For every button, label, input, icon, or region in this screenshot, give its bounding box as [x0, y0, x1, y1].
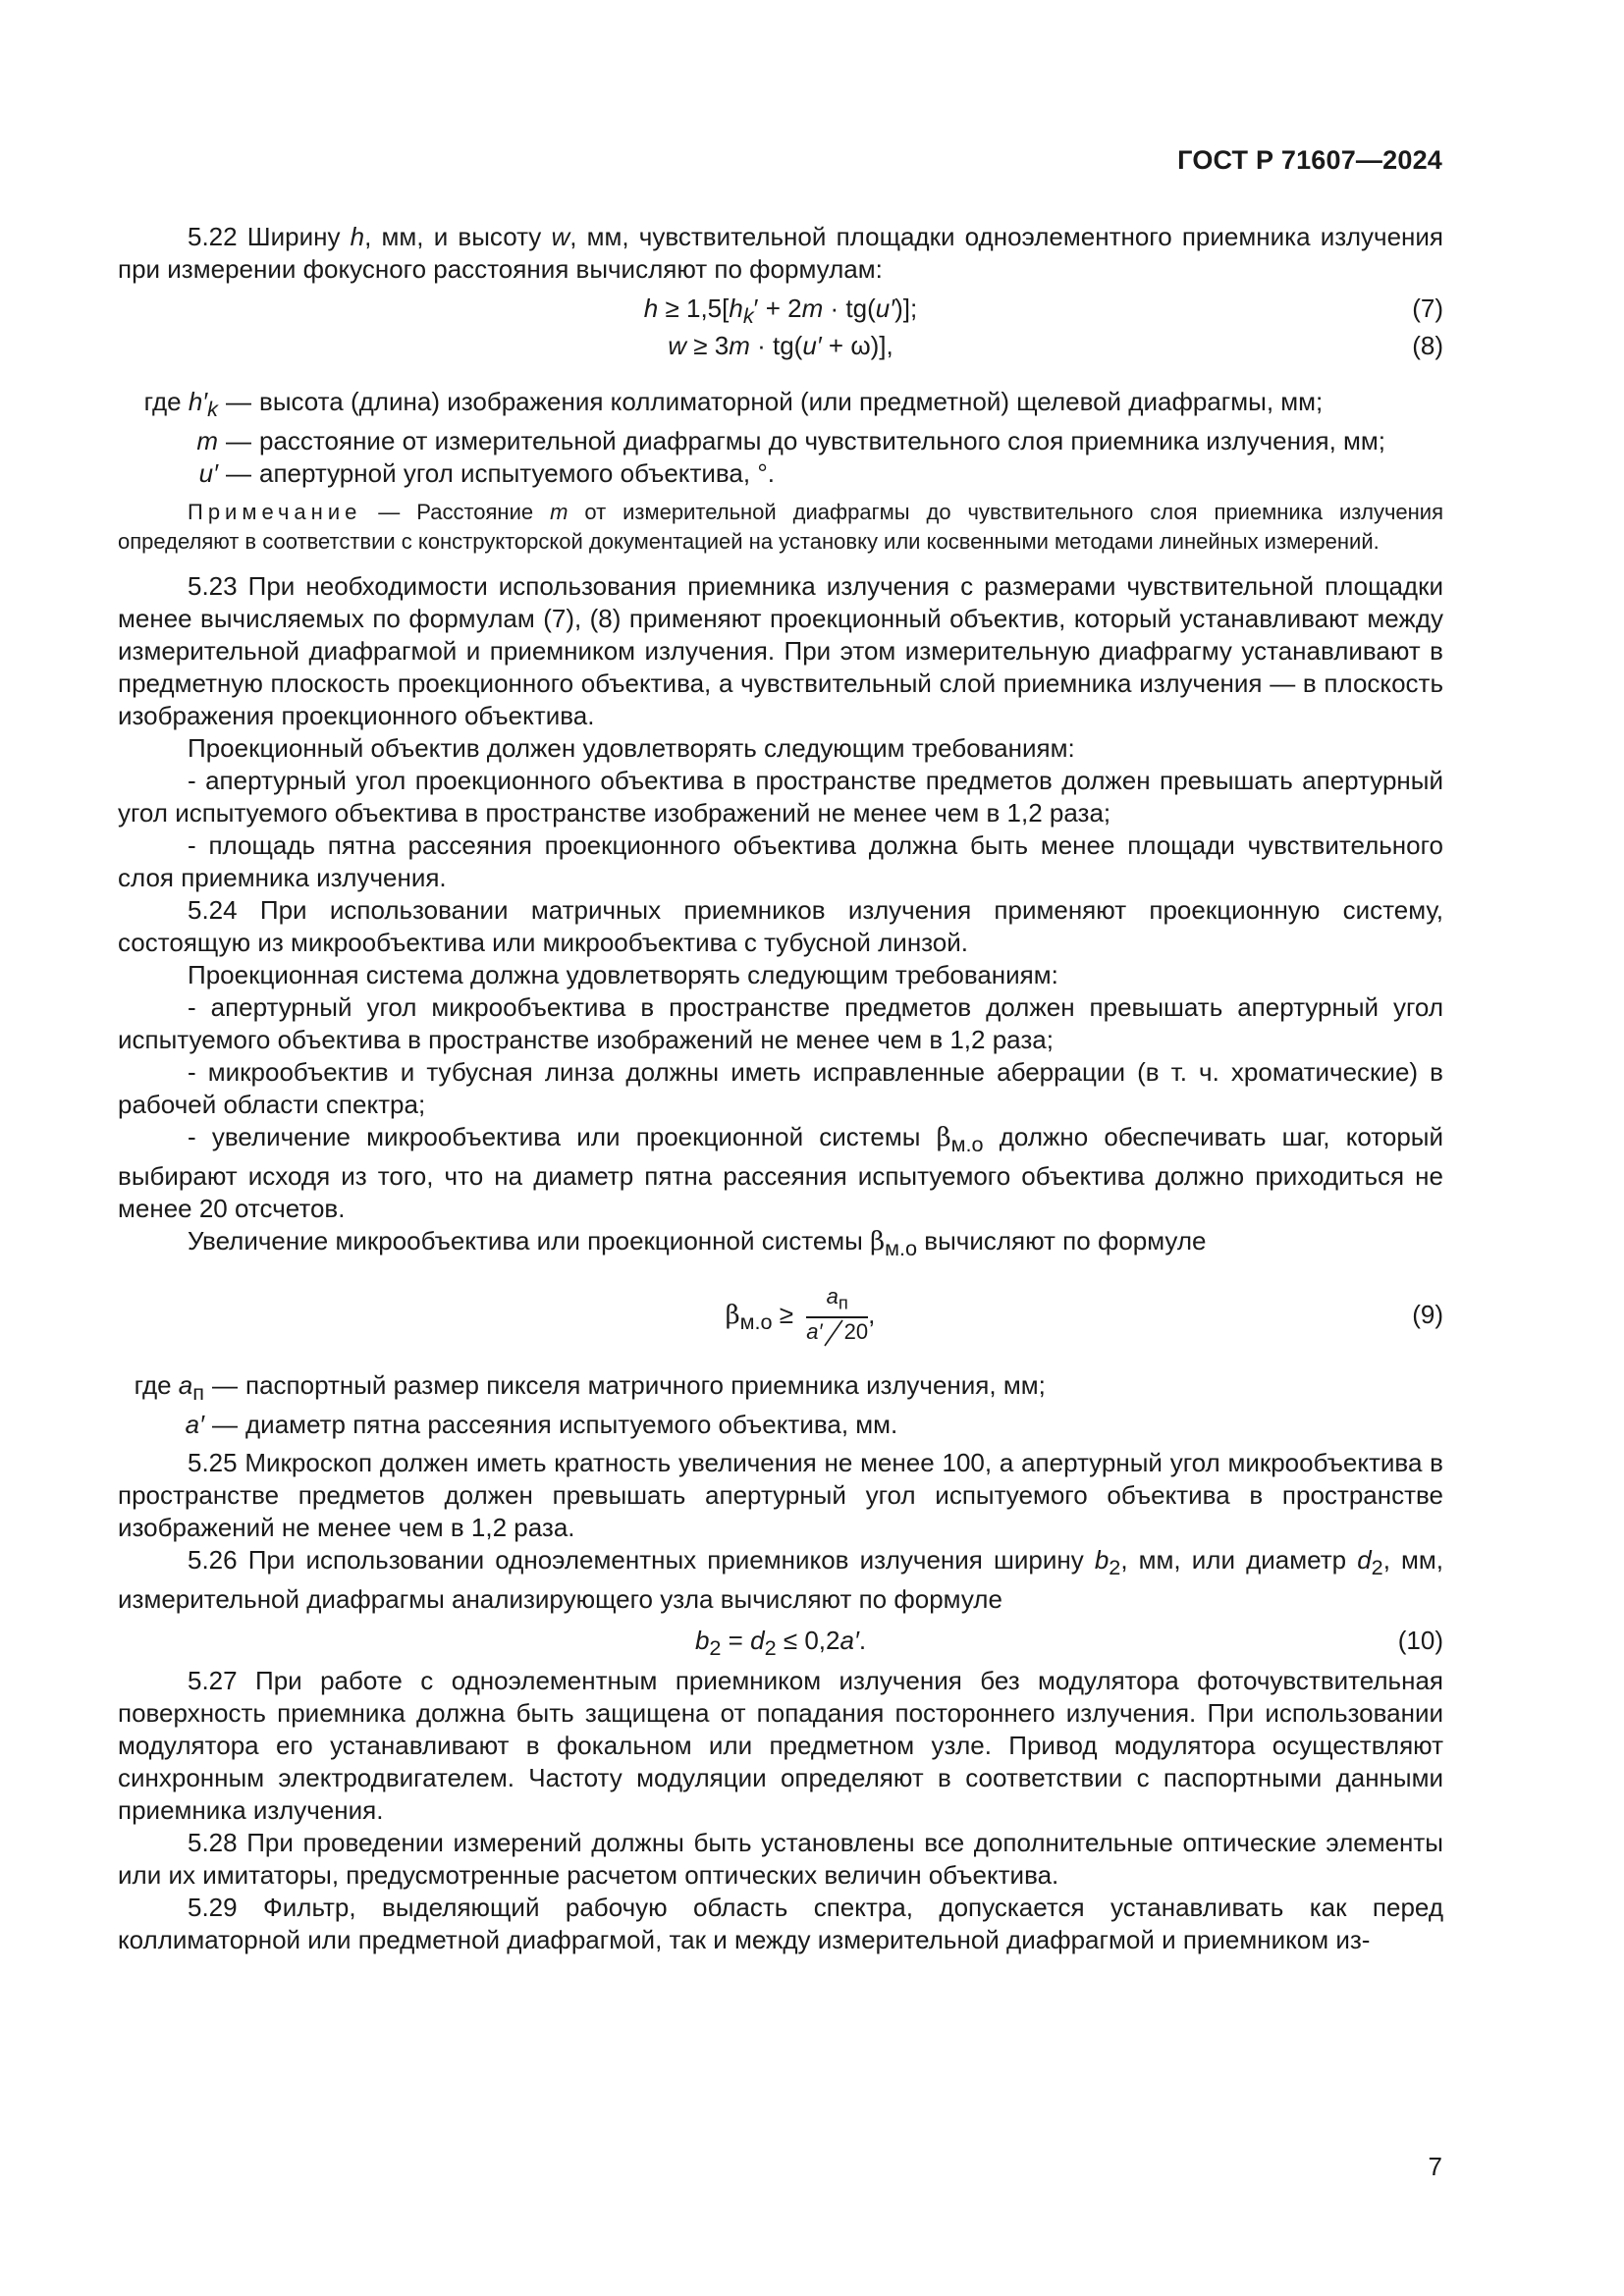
formula-number: (7) — [1412, 294, 1443, 323]
formula-10: $b_2 = d_2 \le 0,2a'$. (10) — [118, 1622, 1443, 1659]
definition-item: u′ — апертурной угол испытуемого объектива, °. — [198, 458, 775, 489]
definition-item: m — расстояние от измерительной диафрагмы до чувствительного слоя приемника излучения, мм; — [196, 426, 1386, 456]
definitions-list-2 — [118, 1369, 1443, 1441]
paragraph-5-27: 5.27 При работе с одноэлементным приемником излучения без модулятора фоточувствительная поверхность приемника должна быть защищена от попадания постороннего излучения. При использовании модулятора его устанавливают в фокальном или предметном узле. Привод модулятора осуществляют синхронным электродвигателем. Частоту модуляции определяют в соответствии с паспортными данными приемника излучения. — [118, 1665, 1443, 1825]
paragraph-text: Проекционная система должна удовлетворять следующим требованиям: — [188, 960, 1058, 990]
paragraph-5-23: 5.23 При необходимости использования приемника излучения с размерами чувствительной площадки менее вычисляемых по формулам (7), (8) применяют проекционный объектив, который устанавливают между измерительной диафрагмой и приемником излучения. При этом измерительную диафрагму устанавливают в предметную плоскость проекционного объектива, а чувствительный слой приемника излучения — в плоскость изображения проекционного объектива. — [118, 571, 1443, 731]
document-code-header: ГОСТ Р 71607—2024 — [1177, 145, 1442, 175]
definition-item: a′ — диаметр пятна рассеяния испытуемого объектива, мм. — [185, 1409, 898, 1439]
paragraph-text: Проекционный объектив должен удовлетворять следующим требованиям: — [188, 733, 1075, 764]
slash-divider — [823, 1318, 844, 1348]
fraction: $\frac{a_п}{a' 20}$ — [806, 1284, 868, 1348]
document-body — [118, 221, 1443, 1956]
paragraph-5-24: 5.24 При использовании матричных приемников излучения применяют проекционную систему, состоящую из микрообъектива или микрообъектива с тубусной линзой. — [118, 895, 1443, 958]
note: Примечание — Расстояние m от измерительной диафрагмы до чувствительного слоя приемника излучения определяют в соответствии с конструкторской документацией на установку или косвенными методами линейных измерений. — [118, 500, 1444, 555]
formula-number: (8) — [1412, 331, 1443, 360]
formula-8: w ≥ 3m · tg(u′ + ω)], (8) — [118, 327, 1443, 364]
definition-item: где $h'_k$ — высота (длина) изображения коллиматорной (или предметной) щелевой диафрагмы, мм; — [143, 387, 1324, 422]
note-label: Примечание — [188, 500, 362, 525]
paragraph-5-29: 5.29 Фильтр, выделяющий рабочую область спектра, допускается устанавливать как перед коллиматорной или предметной диафрагмой, так и между измерительной диафрагмой и приемником из- — [118, 1892, 1443, 1954]
paragraph-5-28: 5.28 При проведении измерений должны быть установлены все дополнительные оптические элементы или их имитаторы, предусмотренные расчетом оптических величин объектива. — [118, 1827, 1443, 1890]
list-item: - апертурный угол проекционного объектива в пространстве предметов должен превышать апертурный угол испытуемого объектива в пространстве изображений не менее чем в 1,2 раза; — [118, 766, 1443, 828]
paragraph-5-25: 5.25 Микроскоп должен иметь кратность увеличения не менее 100, а апертурный угол микрообъектива в пространстве предметов должен превышать апертурный угол испытуемого объектива в пространстве изображений не менее чем в 1,2 раза. — [118, 1447, 1443, 1542]
definitions-list-1 — [118, 386, 1443, 490]
list-item: - микрообъектив и тубусная линза должны иметь исправленные аберрации (в т. ч. хроматические) в рабочей области спектра; — [118, 1057, 1443, 1120]
formula-7: $h \ge 1,5[h_k' + 2m \cdot tg(u')]$; (7) — [118, 290, 1443, 327]
paragraph-5-22: 5.22 Ширину h, мм, и высоту w, мм, чувствительной площадки одноэлементного приемника излучения при измерении фокусного расстояния вычисляют по формулам: — [118, 222, 1443, 284]
list-item: - увеличение микрообъектива или проекционной системы $\beta_{м.о}$ должно обеспечивать шаг, который выбирают исходя из того, что на диаметр пятна рассеяния испытуемого объектива должно приходиться не менее 20 отсчетов. — [118, 1122, 1443, 1224]
definition-item: где $a_п$ — паспортный размер пикселя матричного приемника излучения, мм; — [134, 1369, 1046, 1405]
page-number: 7 — [1428, 2152, 1442, 2181]
paragraph-text: Увеличение микрообъектива или проекционной системы $\beta_{м.о}$ вычисляют по формуле — [188, 1226, 1207, 1261]
formula-9: $\beta_{м.о}$ ≥ $\frac{a_п}{a' 20}$ , (9) — [118, 1273, 1443, 1356]
formula-number: (10) — [1397, 1625, 1443, 1655]
list-item: - апертурный угол микрообъектива в пространстве предметов должен превышать апертурный угол испытуемого объектива в пространстве изображений не менее чем в 1,2 раза; — [118, 992, 1443, 1055]
paragraph-5-26: 5.26 При использовании одноэлементных приемников излучения ширину $b_2$, мм, или диаметр $d_2$, мм, измерительной диафрагмы анализирующего узла вычисляют по формуле — [118, 1544, 1444, 1614]
formula-number: (9) — [1412, 1299, 1443, 1329]
list-item: - площадь пятна рассеяния проекционного объектива должна быть менее площади чувствительного слоя приемника излучения. — [118, 830, 1443, 893]
